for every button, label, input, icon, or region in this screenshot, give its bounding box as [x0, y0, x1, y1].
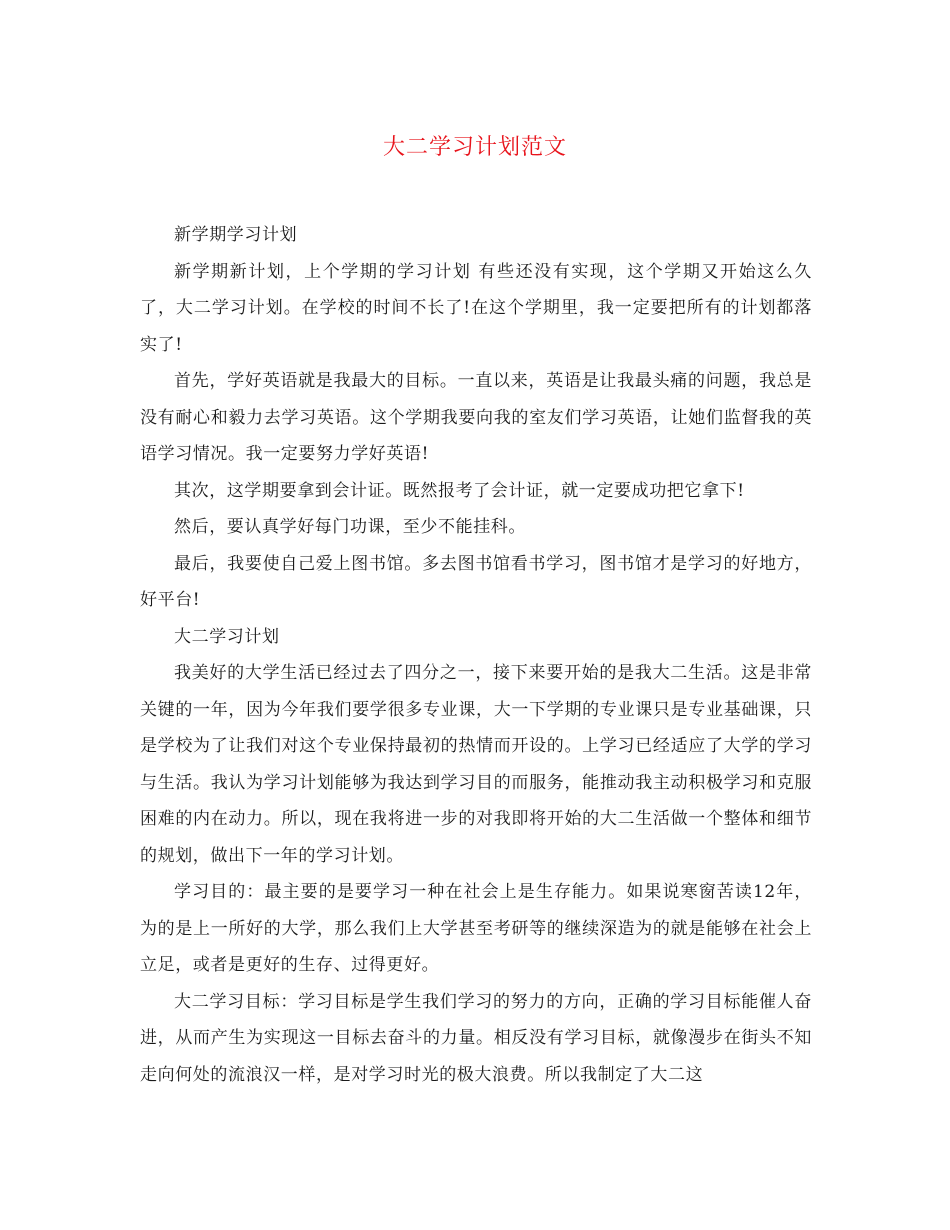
paragraph-accounting-certificate: 其次，这学期要拿到会计证。既然报考了会计证，就一定要成功把它拿下!	[174, 480, 745, 501]
document-body	[140, 217, 812, 1093]
section-heading-new-semester-plan: 新学期学习计划	[174, 225, 298, 245]
paragraph-intro: 新学期新计划，上个学期的学习计划 有些还没有实现，这个学期又开始这么久了，大二学习计划。在学校的时间不长了!在这个学期里，我一定要把所有的计划都落实了!	[140, 261, 812, 355]
document-title: 大二学习计划范文	[382, 135, 567, 160]
paragraph-sophomore-life: 我美好的大学生活已经过去了四分之一，接下来要开始的是我大二生活。这是非常关键的一年，因为今年我们要学很多专业课，大一下学期的专业课只是专业基础课，只是学校为了让我们对这个专业保持最初的热情而开设的。上学习已经适应了大学的学习与生活。我认为学习计划能够为我达到学习目的而服务，能推动我主动积极学习和克服困难的内在动力。所以，现在我将进一步的对我即将开始的大二生活做一个整体和细节的规划，做出下一年的学习计划。	[140, 663, 812, 866]
section-heading-sophomore-plan: 大二学习计划	[174, 626, 280, 647]
paragraph-study-goals: 大二学习目标：学习目标是学生我们学习的努力的方向，正确的学习目标能催人奋进，从而产生为实现这一目标去奋斗的力量。相反没有学习目标，就像漫步在街头不知走向何处的流浪汉一样，是对学习时光的极大浪费。所以我制定了大二这	[140, 991, 812, 1085]
paragraph-study-purpose: 学习目的：最主要的是要学习一种在社会上是生存能力。如果说寒窗苦读12年，为的是上一所好的大学，那么我们上大学甚至考研等的继续深造为的就是能够在社会上立足，或者是更好的生存、过得更好。	[140, 882, 812, 975]
paragraph-courses: 然后，要认真学好每门功课，至少不能挂科。	[174, 517, 526, 537]
paragraph-library: 最后，我要使自己爱上图书馆。多去图书馆看书学习，图书馆才是学习的好地方，好平台!	[140, 553, 812, 610]
paragraph-english-goal: 首先，学好英语就是我最大的目标。一直以来，英语是让我最头痛的问题，我总是没有耐心和毅力去学习英语。这个学期我要向我的室友们学习英语，让她们监督我的英语学习情况。我一定要努力学好英语!	[140, 371, 812, 464]
